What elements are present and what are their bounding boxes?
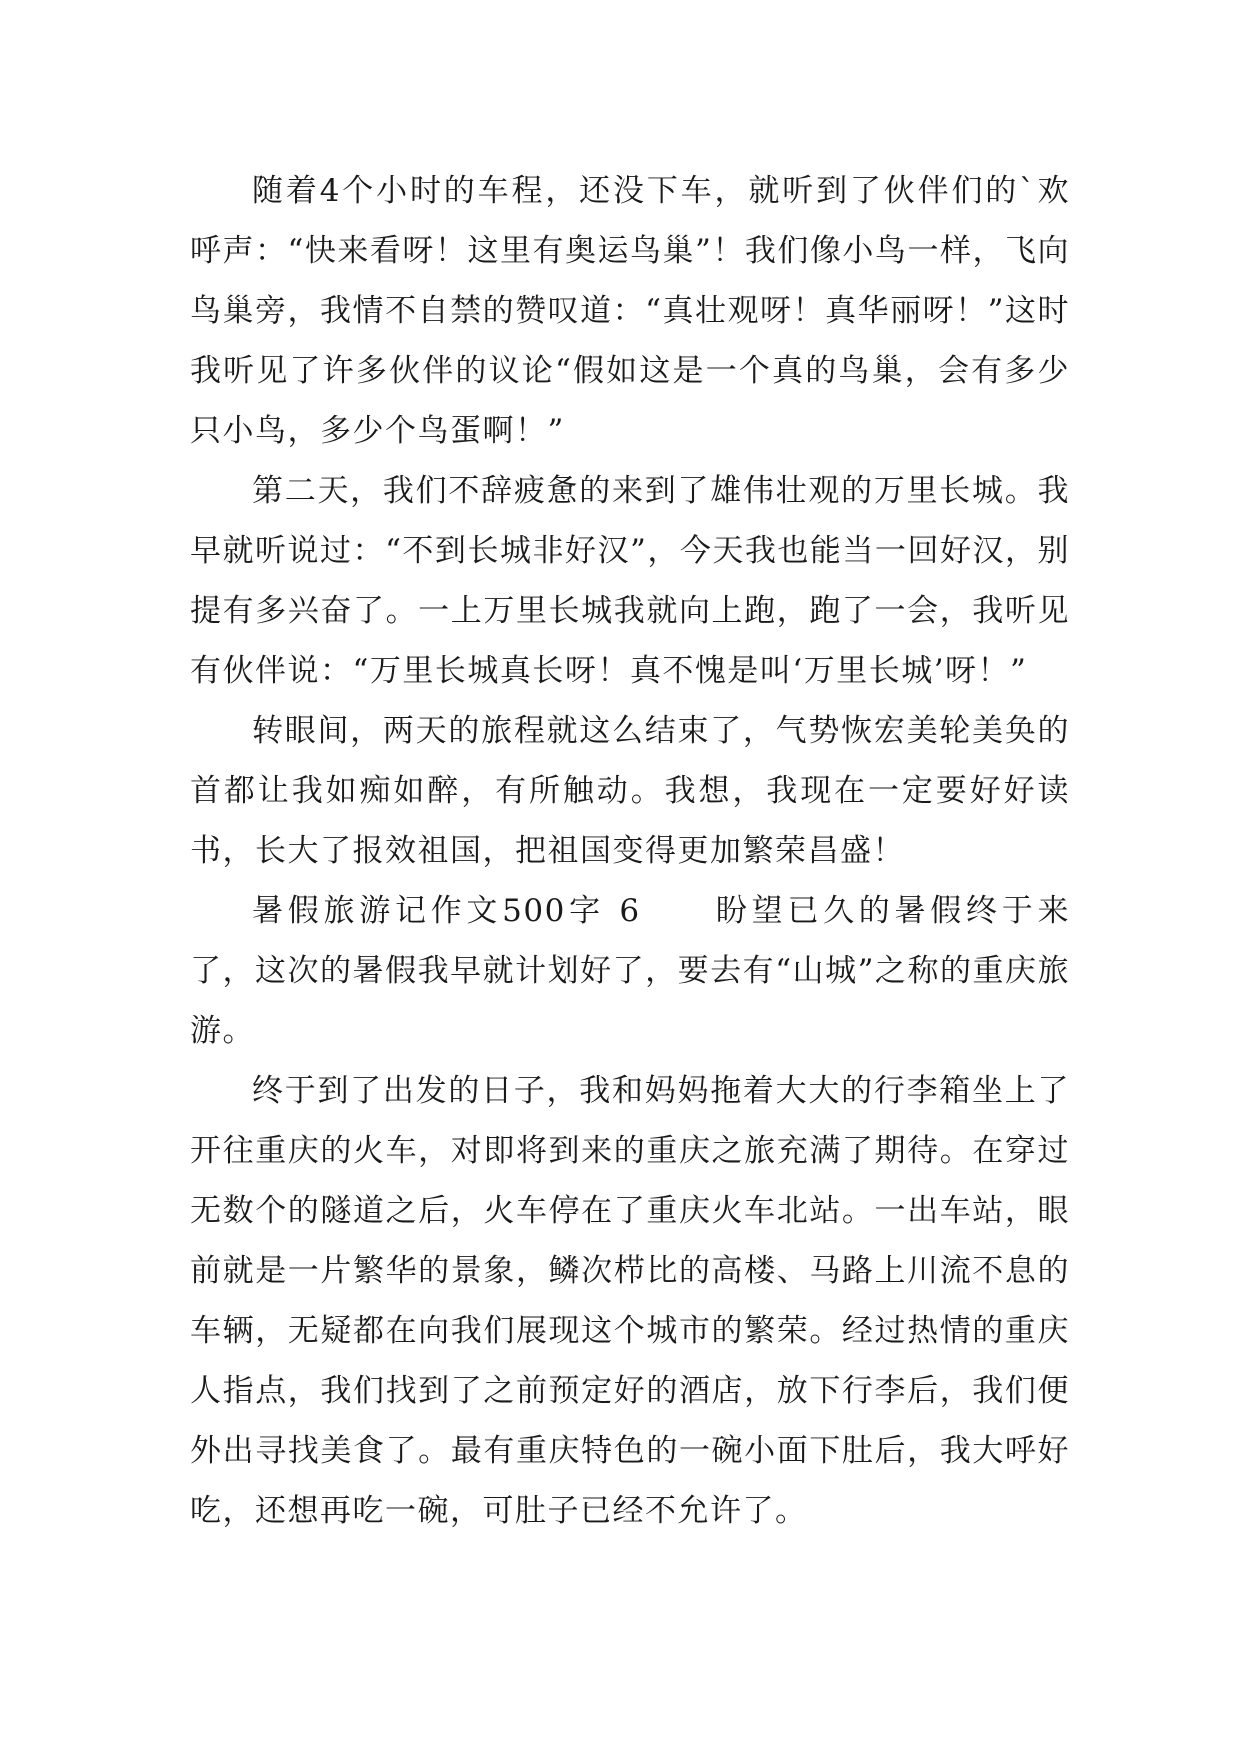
paragraph-great-wall: 第二天，我们不辞疲惫的来到了雄伟壮观的万里长城。我早就听说过：“不到长城非好汉”，今天我也能当一回好汉，别提有多兴奋了。一上万里长城我就向上跑，跑了一会，我听见有伙伴说：“万里长城真长呀！真不愧是叫‘万里长城’呀！” (190, 473, 1070, 689)
document-body (190, 161, 1070, 1541)
essay-intro-text: 盼望已久的暑假终于来了，这次的暑假我早就计划好了，要去有“山城”之称的重庆旅游。 (190, 893, 1070, 1049)
paragraph-chongqing-arrival: 终于到了出发的日子，我和妈妈拖着大大的行李箱坐上了开往重庆的火车，对即将到来的重庆之旅充满了期待。在穿过无数个的隧道之后，火车停在了重庆火车北站。一出车站，眼前就是一片繁华的景象，鳞次栉比的高楼、马路上川流不息的车辆，无疑都在向我们展现这个城市的繁荣。经过热情的重庆人指点，我们找到了之前预定好的酒店，放下行李后，我们便外出寻找美食了。最有重庆特色的一碗小面下肚后，我大呼好吃，还想再吃一碗，可肚子已经不允许了。 (190, 1073, 1070, 1529)
paragraph-bird-nest: 随着4个小时的车程，还没下车，就听到了伙伴们的`欢呼声：“快来看呀！这里有奥运鸟巢”！我们像小鸟一样，飞向鸟巢旁，我情不自禁的赞叹道：“真壮观呀！真华丽呀！”这时我听见了许多伙伴的议论“假如这是一个真的鸟巢，会有多少只小鸟，多少个鸟蛋啊！” (190, 173, 1070, 449)
essay-title: 暑假旅游记作文500字 6 (252, 893, 641, 929)
paragraph-essay-6-intro (190, 881, 1070, 1061)
paragraph-trip-end: 转眼间，两天的旅程就这么结束了，气势恢宏美轮美奂的首都让我如痴如醉，有所触动。我想，我现在一定要好好读书，长大了报效祖国，把祖国变得更加繁荣昌盛！ (190, 713, 1070, 869)
